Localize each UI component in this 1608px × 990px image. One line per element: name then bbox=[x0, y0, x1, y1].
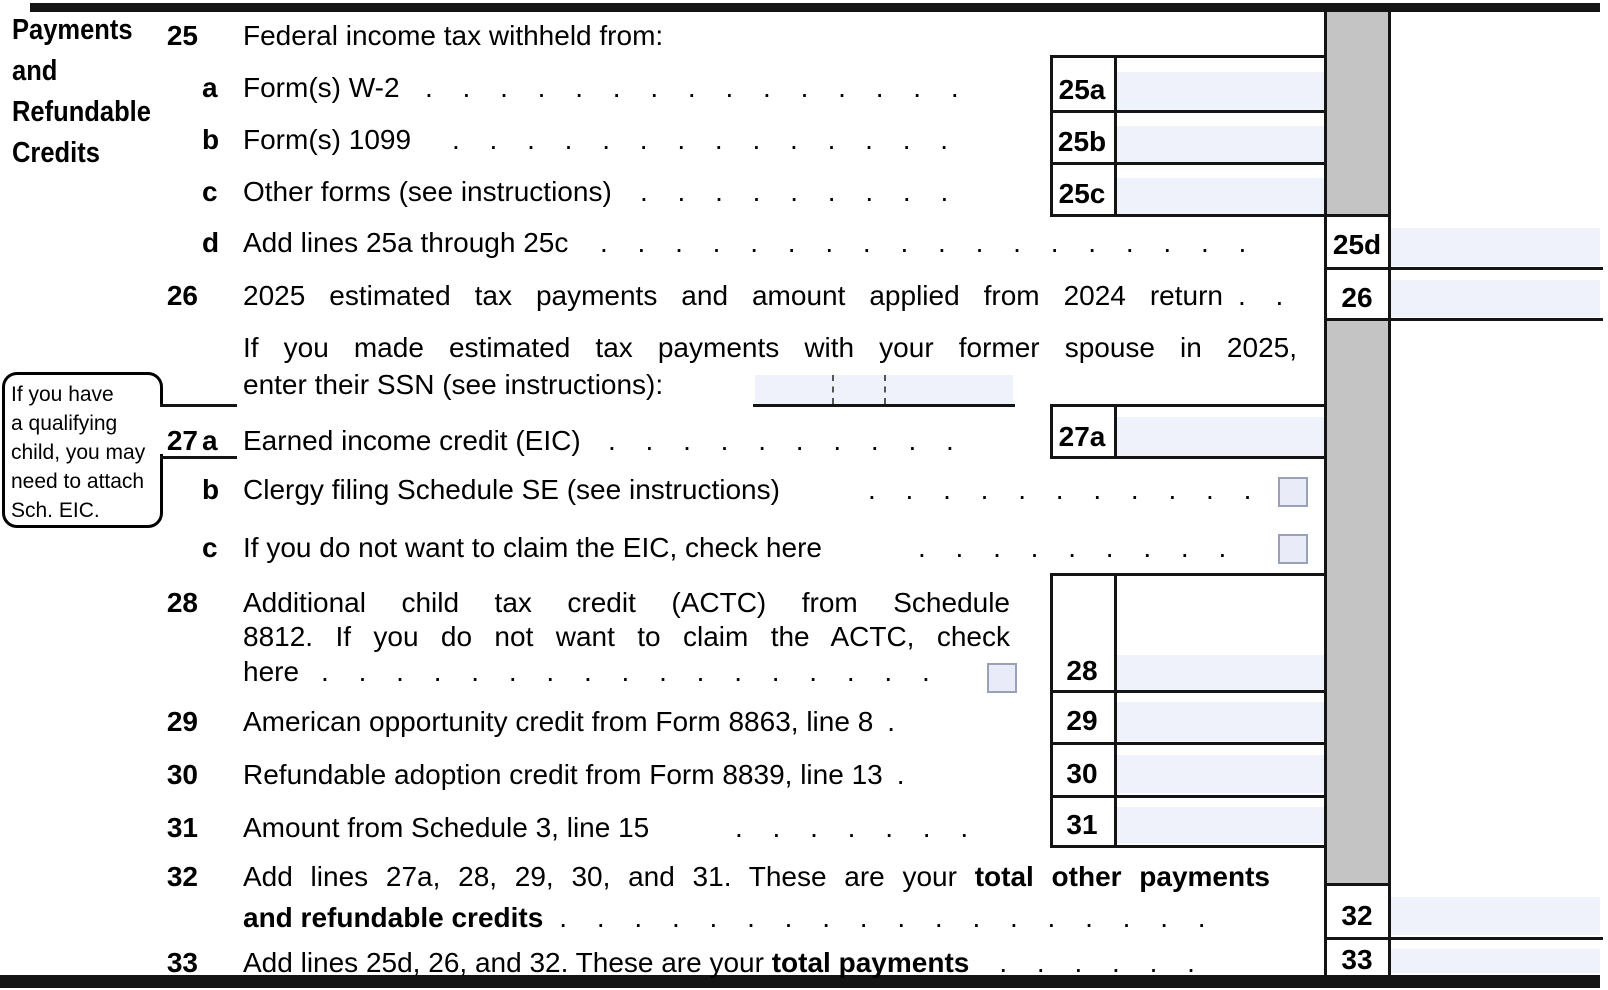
line-25d-text: Add lines 25a through 25c bbox=[243, 227, 569, 258]
line-28-text-line3 bbox=[243, 656, 941, 688]
line-25-number: 25 bbox=[166, 20, 198, 51]
line-33-text bbox=[243, 947, 1206, 979]
section-heading-line: Refundable bbox=[12, 96, 151, 128]
line-27a-number: 27 bbox=[166, 425, 198, 456]
spouse-ssn-note-line1: If you made estimated tax payments with your former spouse in 2025, bbox=[243, 332, 1297, 363]
line-25a-letter: a bbox=[202, 72, 218, 103]
ssn-segment-divider bbox=[832, 375, 834, 404]
line-25d-letter: d bbox=[202, 227, 220, 258]
note-line: child, you may bbox=[11, 441, 146, 464]
line-30-label: Refundable adoption credit from Form 8839, line 13 bbox=[243, 759, 883, 790]
line-27c-text: If you do not want to claim the EIC, check here bbox=[243, 532, 822, 563]
section-heading-line: Payments bbox=[12, 14, 133, 46]
line-33-bold-phrase: total payments bbox=[771, 947, 970, 978]
section-heading-line: and bbox=[12, 55, 58, 87]
line-25c-letter: c bbox=[202, 176, 218, 207]
amount-field-25c[interactable] bbox=[1116, 178, 1324, 215]
note-notch-line bbox=[160, 404, 237, 407]
amount-field-30[interactable] bbox=[1116, 755, 1324, 793]
grid-line bbox=[1050, 456, 1327, 459]
line-32-text-line2 bbox=[243, 902, 1217, 934]
note-line: need to attach bbox=[11, 470, 145, 493]
grid-line bbox=[1050, 573, 1327, 576]
grid-line bbox=[1388, 4, 1391, 975]
note-line: Sch. EIC. bbox=[11, 499, 100, 522]
line-item-box-label-25c: 25c bbox=[1058, 178, 1106, 209]
amount-field-32[interactable] bbox=[1391, 897, 1600, 935]
grid-line bbox=[1050, 214, 1391, 217]
dot-leader: . bbox=[887, 706, 907, 737]
line-32-number: 32 bbox=[166, 861, 198, 892]
grid-line bbox=[1324, 937, 1603, 940]
section-heading-line: Credits bbox=[12, 137, 100, 169]
amount-field-29[interactable] bbox=[1116, 702, 1324, 741]
grid-line bbox=[1114, 404, 1117, 459]
dot-leader: . . . . . . . . . bbox=[640, 176, 960, 207]
line-item-box-label-33: 33 bbox=[1341, 944, 1373, 975]
line-28-text-line2: 8812. If you do not want to claim the ACTC, check bbox=[243, 621, 1010, 652]
amount-field-27a[interactable] bbox=[1116, 417, 1324, 457]
section-top-border bbox=[30, 3, 1600, 12]
grid-line bbox=[1050, 845, 1327, 848]
line-item-box-label-29: 29 bbox=[1066, 705, 1098, 736]
checkbox-27b-clergy[interactable] bbox=[1278, 477, 1308, 507]
dot-leader: . bbox=[896, 759, 916, 790]
section-heading bbox=[12, 10, 151, 174]
line-25c-text: Other forms (see instructions) bbox=[243, 176, 612, 207]
note-line: If you have bbox=[11, 383, 114, 406]
line-27a-text: Earned income credit (EIC) bbox=[243, 425, 581, 456]
dot-leader: . . . . . . . . . . . . . . . bbox=[425, 72, 970, 103]
line-item-box-label-25d: 25d bbox=[1332, 229, 1382, 260]
dot-leader: . . . . . . . bbox=[735, 812, 980, 843]
grid-line bbox=[1050, 162, 1327, 165]
dot-leader: . . . . . . bbox=[999, 947, 1206, 978]
dot-leader: . . . . . . . . . bbox=[918, 532, 1238, 563]
line-31-number: 31 bbox=[166, 812, 198, 843]
grid-line bbox=[1050, 795, 1327, 798]
dot-leader: . . . . . . . . . . . . . . . . . bbox=[321, 656, 941, 687]
grid-line bbox=[1324, 883, 1391, 886]
ssn-underline bbox=[753, 404, 1015, 407]
dot-leader: . . . . . . . . . . . bbox=[868, 474, 1263, 505]
spouse-ssn-note-line2: enter their SSN (see instructions): bbox=[243, 369, 664, 400]
line-item-box-label-30: 30 bbox=[1066, 758, 1098, 789]
line-28-here-text: here bbox=[243, 656, 300, 687]
line-28-number: 28 bbox=[166, 587, 198, 618]
checkbox-28-no-actc[interactable] bbox=[987, 663, 1017, 693]
line-25a-text: Form(s) W-2 bbox=[243, 72, 400, 103]
line-30-number: 30 bbox=[166, 759, 198, 790]
line-26-text: 2025 estimated tax payments and amount applied from 2024 return bbox=[243, 280, 1223, 311]
line-33-number: 33 bbox=[166, 947, 198, 978]
dot-leader: . . . . . . . . . . . . . . . . . . bbox=[559, 902, 1217, 933]
line-29-text bbox=[243, 706, 906, 738]
line-item-box-label-27a: 27a bbox=[1058, 421, 1106, 452]
qualifying-child-note-text bbox=[11, 380, 145, 525]
grid-line bbox=[1114, 55, 1117, 215]
amount-field-25d[interactable] bbox=[1391, 228, 1600, 266]
grid-line bbox=[1050, 404, 1327, 407]
line-32-text-line1 bbox=[243, 861, 1270, 893]
line-26-number: 26 bbox=[166, 280, 198, 311]
grid-line bbox=[1324, 267, 1603, 270]
amount-field-28[interactable] bbox=[1116, 655, 1324, 690]
grid-line bbox=[1324, 318, 1603, 321]
note-line: a qualifying bbox=[11, 412, 118, 435]
amount-field-26[interactable] bbox=[1391, 280, 1600, 317]
shaded-column bbox=[1326, 3, 1388, 214]
line-27c-letter: c bbox=[202, 532, 218, 563]
grid-line bbox=[1050, 110, 1327, 113]
line-32-prefix: Add lines 27a, 28, 29, 30, and 31. These are your bbox=[243, 861, 975, 892]
line-item-box-label-25a: 25a bbox=[1058, 74, 1106, 105]
ssn-segment-divider bbox=[884, 375, 886, 404]
amount-field-25a[interactable] bbox=[1116, 72, 1324, 110]
line-item-box-label-32: 32 bbox=[1341, 900, 1373, 931]
line-29-label: American opportunity credit from Form 8863, line 8 bbox=[243, 706, 874, 737]
line-item-box-label-25b: 25b bbox=[1057, 126, 1107, 157]
amount-field-33[interactable] bbox=[1391, 949, 1600, 973]
line-25b-text: Form(s) 1099 bbox=[243, 124, 412, 155]
dot-leader: . . . . . . . . . . bbox=[608, 425, 965, 456]
grid-line bbox=[1050, 690, 1327, 693]
line-31-text: Amount from Schedule 3, line 15 bbox=[243, 812, 650, 843]
line-30-text bbox=[243, 759, 916, 791]
grid-line bbox=[1050, 55, 1327, 58]
line-28-text-line1: Additional child tax credit (ACTC) from Schedule bbox=[243, 587, 1010, 618]
amount-field-31[interactable] bbox=[1116, 807, 1324, 843]
shaded-column bbox=[1326, 318, 1388, 883]
grid-line bbox=[1114, 573, 1117, 845]
dot-leader: . . . . . . . . . . . . . . . . . . bbox=[600, 227, 1258, 258]
line-32-bold-phrase: total other payments bbox=[974, 861, 1271, 892]
grid-line bbox=[1324, 4, 1327, 975]
amount-field-25b[interactable] bbox=[1116, 126, 1324, 162]
line-item-box-label-31: 31 bbox=[1066, 809, 1098, 840]
line-27b-text: Clergy filing Schedule SE (see instructions) bbox=[243, 474, 780, 505]
line-27a-letter: a bbox=[202, 425, 218, 456]
line-item-box-label-26: 26 bbox=[1341, 282, 1373, 313]
line-29-number: 29 bbox=[166, 706, 198, 737]
grid-line bbox=[1050, 742, 1327, 745]
line-27b-letter: b bbox=[202, 474, 220, 505]
line-32-bold-phrase2: and refundable credits bbox=[243, 902, 544, 933]
line-25b-letter: b bbox=[202, 124, 220, 155]
dot-leader: . . . . . . . . . . . . . . bbox=[452, 124, 960, 155]
line-item-box-label-28: 28 bbox=[1066, 655, 1098, 686]
checkbox-27c-no-eic[interactable] bbox=[1278, 534, 1308, 564]
line-25-text: Federal income tax withheld from: bbox=[243, 20, 664, 51]
line-33-prefix: Add lines 25d, 26, and 32. These are your bbox=[243, 947, 772, 978]
dot-leader: . . bbox=[1238, 280, 1295, 311]
